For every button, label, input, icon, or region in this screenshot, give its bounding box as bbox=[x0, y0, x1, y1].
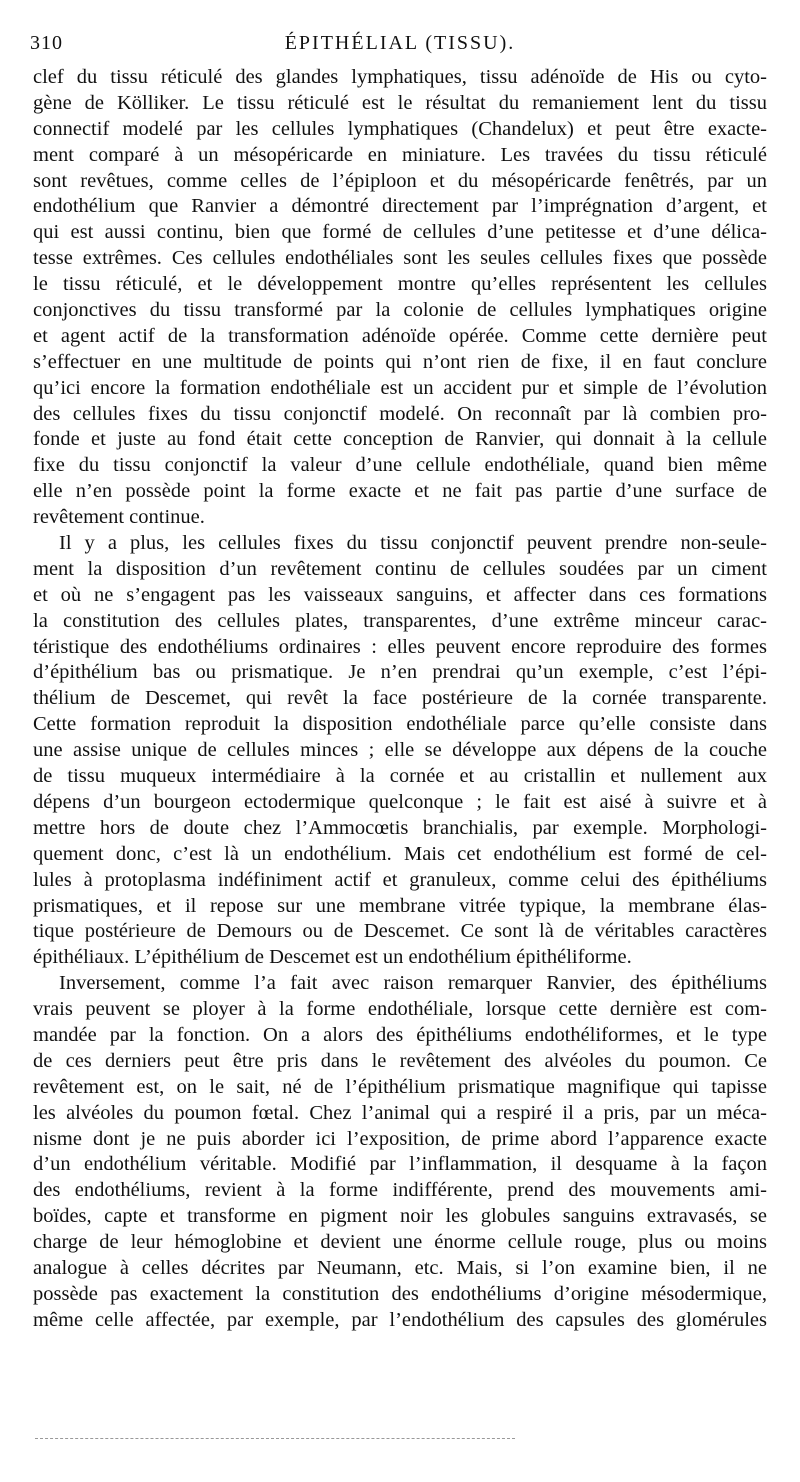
text-line: revêtement continue. bbox=[33, 506, 205, 529]
text-line: ment la disposition d’un revêtement continu de cellules soudées par un ciment bbox=[33, 557, 767, 580]
text-line: Cette formation reproduit la disposition endothéliale parce qu’elle consiste dans bbox=[33, 713, 767, 736]
text-line: quement donc, c’est là un endothélium. Mais cet endothélium est formé de cel- bbox=[33, 842, 767, 865]
text-line: la constitution des cellules plates, transparentes, d’une extrême minceur carac- bbox=[33, 609, 767, 632]
text-line: mandée par la fonction. On a alors des épithéliums endothéliformes, et le type bbox=[33, 1023, 767, 1046]
text-line: des endothéliums, revient à la forme indifférente, prend des mouvements ami- bbox=[33, 1179, 767, 1202]
text-line: dépens d’un bourgeon ectodermique quelconque ; le fait est aisé à suivre et à bbox=[33, 790, 767, 813]
running-title: ÉPITHÉLIAL (TISSU). bbox=[284, 32, 516, 54]
page-number: 310 bbox=[30, 32, 63, 54]
text-line: épithéliaux. L’épithélium de Descemet est un endothélium épithéliforme. bbox=[33, 946, 632, 969]
text-line: qu’ici encore la formation endothéliale est un accident pur et simple de l’évolution bbox=[33, 376, 767, 399]
text-line: clef du tissu réticulé des glandes lymphatiques, tissu adénoïde de His ou cyto- bbox=[33, 66, 767, 88]
text-line: de ces derniers peut être pris dans le revêtement des alvéoles du poumon. Ce bbox=[33, 1049, 767, 1072]
text-line: s’effectuer en une multitude de points qui n’ont rien de fixe, il en faut conclure bbox=[33, 350, 767, 373]
text-line: thélium de Descemet, qui revêt la face postérieure de la cornée transparente. bbox=[33, 687, 767, 710]
text-line: le tissu réticulé, et le développement montre qu’elles représentent les cellules bbox=[33, 273, 767, 296]
text-line: revêtement est, on le sait, né de l’épithélium prismatique magnifique qui tapisse bbox=[33, 1075, 767, 1098]
text-line: gène de Kölliker. Le tissu réticulé est le résultat du remaniement lent du tissu bbox=[33, 91, 767, 114]
text-line: lules à protoplasma indéfiniment actif et granuleux, comme celui des épithéliums bbox=[33, 868, 767, 891]
text-line: une assise unique de cellules minces ; elle se développe aux dépens de la couche bbox=[33, 739, 767, 762]
text-line: conjonctives du tissu transformé par la colonie de cellules lymphatiques origine bbox=[33, 299, 767, 322]
text-line: téristique des endothéliums ordinaires : elles peuvent encore reproduire des formes bbox=[33, 635, 767, 658]
text-line: fixe du tissu conjonctif la valeur d’une cellule endothéliale, quand bien même bbox=[33, 454, 767, 477]
text-line: les alvéoles du poumon fœtal. Chez l’animal qui a respiré il a pris, par un méca- bbox=[33, 1101, 767, 1124]
text-line: d’épithélium bas ou prismatique. Je n’en prendrai qu’un exemple, c’est l’épi- bbox=[33, 661, 767, 684]
text-line: et agent actif de la transformation adénoïde opérée. Comme cette dernière peut bbox=[33, 324, 767, 347]
text-line: mettre hors de doute chez l’Ammocœtis branchialis, par exemple. Morphologi- bbox=[33, 816, 767, 839]
text-line: boïdes, capte et transforme en pigment noir les globules sanguins extravasés, se bbox=[33, 1205, 767, 1228]
text-line: et où ne s’engagent pas les vaisseaux sanguins, et affecter dans ces formations bbox=[33, 583, 767, 606]
text-line: prismatiques, et il repose sur une membrane vitrée typique, la membrane élas- bbox=[33, 894, 767, 917]
running-header bbox=[30, 32, 770, 62]
text-line: ment comparé à un mésopéricarde en miniature. Les travées du tissu réticulé bbox=[33, 143, 767, 166]
text-line: tique postérieure de Demours ou de Descemet. Ce sont là de véritables caractères bbox=[33, 920, 767, 943]
text-line: des cellules fixes du tissu conjonctif modelé. On reconnaît par là combien pro- bbox=[33, 402, 767, 425]
body-text bbox=[33, 65, 767, 1334]
text-line: fonde et juste au fond était cette conception de Ranvier, qui donnait à la cellule bbox=[33, 428, 767, 451]
text-line: analogue à celles décrites par Neumann, etc. Mais, si l’on examine bien, il ne bbox=[33, 1256, 767, 1279]
text-line: sont revêtues, comme celles de l’épiploon et du mésopéricarde fenêtrés, par un bbox=[33, 169, 767, 192]
text-line: même celle affectée, par exemple, par l’endothélium des capsules des glomérules bbox=[33, 1308, 767, 1331]
text-line: Inversement, comme l’a fait avec raison remarquer Ranvier, des épithéliums bbox=[59, 972, 767, 995]
text-line: endothélium que Ranvier a démontré directement par l’imprégnation d’argent, et bbox=[33, 195, 767, 218]
footer-rule bbox=[35, 1438, 515, 1439]
text-line: charge de leur hémoglobine et devient une énorme cellule rouge, plus ou moins bbox=[33, 1231, 767, 1254]
text-line: elle n’en possède point la forme exacte et ne fait pas partie d’une surface de bbox=[33, 480, 767, 503]
text-line: connectif modelé par les cellules lymphatiques (Chandelux) et peut être exacte- bbox=[33, 117, 767, 140]
text-line: de tissu muqueux intermédiaire à la cornée et au cristallin et nullement aux bbox=[33, 765, 767, 788]
text-line: vrais peuvent se ployer à la forme endothéliale, lorsque cette dernière est com- bbox=[33, 998, 767, 1021]
text-line: tesse extrêmes. Ces cellules endothéliales sont les seules cellules fixes que possède bbox=[33, 247, 767, 270]
text-line: d’un endothélium véritable. Modifié par l’inflammation, il desquame à la façon bbox=[33, 1153, 767, 1176]
text-line: nisme dont je ne puis aborder ici l’exposition, de prime abord l’apparence exacte bbox=[33, 1127, 767, 1150]
text-line: qui est aussi continu, bien que formé de cellules d’une petitesse et d’une délica- bbox=[33, 221, 767, 244]
text-line: possède pas exactement la constitution des endothéliums d’origine mésodermique, bbox=[33, 1282, 767, 1305]
text-line: Il y a plus, les cellules fixes du tissu conjonctif peuvent prendre non-seule- bbox=[59, 532, 767, 555]
